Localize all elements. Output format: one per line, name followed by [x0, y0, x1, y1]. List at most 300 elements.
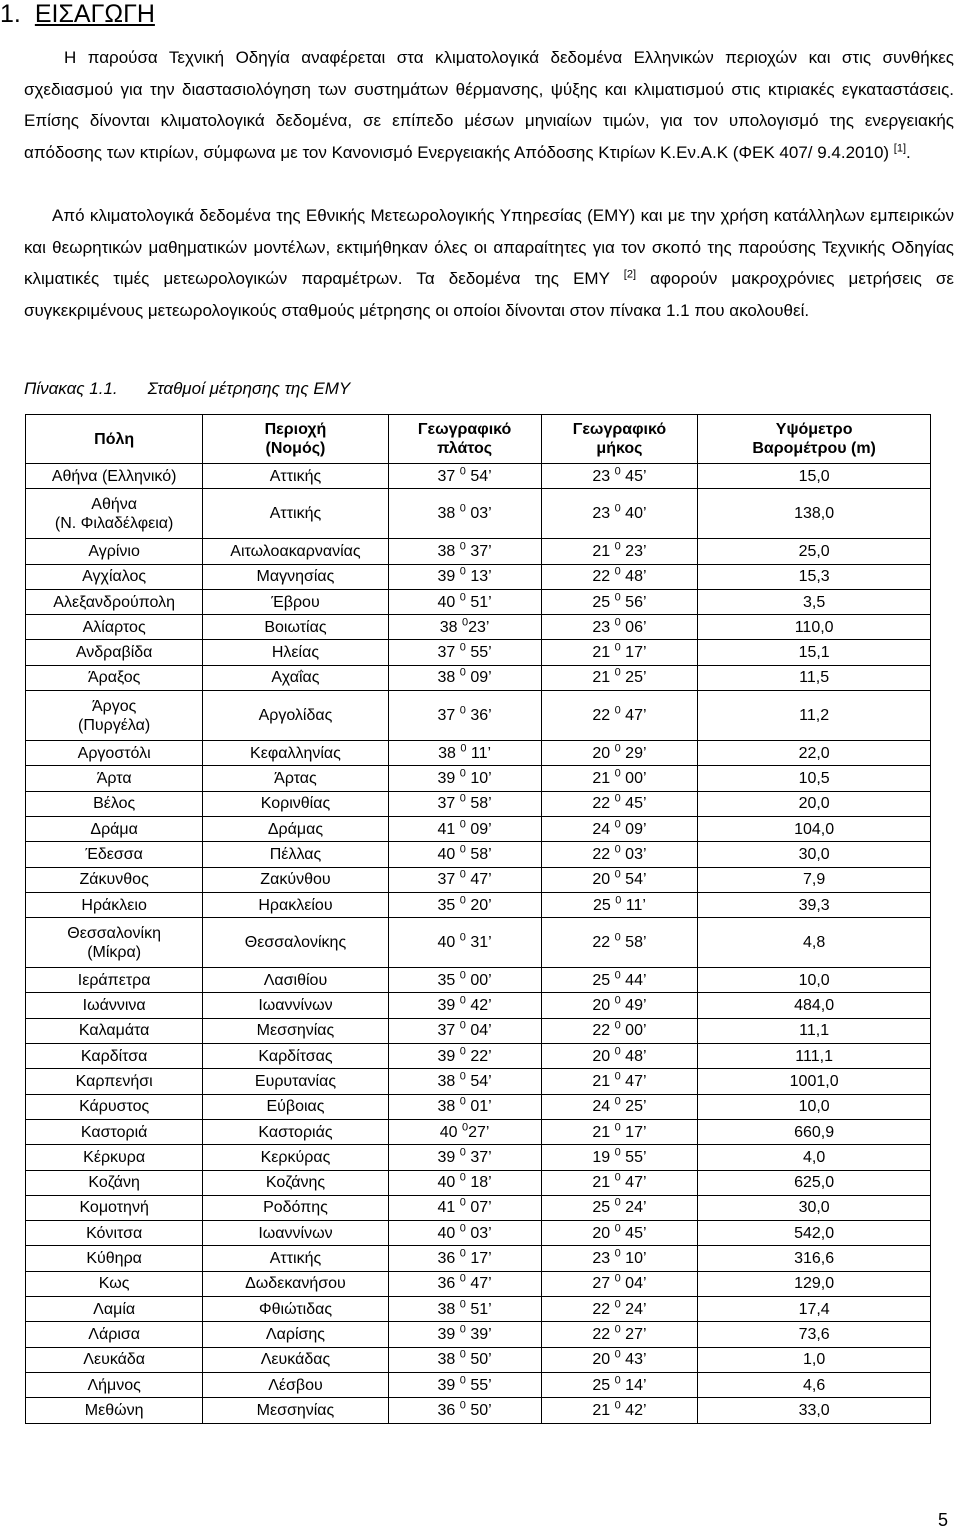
- cell-longitude: [541, 816, 698, 841]
- cell-city: [26, 1372, 203, 1397]
- cell-region: Κορινθίας: [203, 791, 388, 816]
- cell-region: Ηρακλείου: [203, 892, 388, 917]
- degrees: 39: [437, 997, 456, 1015]
- cell-latitude: [388, 640, 541, 665]
- city-name: [88, 1173, 140, 1192]
- minutes: 01’: [465, 1098, 492, 1116]
- cell-region: Έβρου: [203, 589, 388, 614]
- city-name: [55, 495, 174, 533]
- cell-city: [26, 691, 203, 741]
- city-name: [78, 744, 151, 763]
- cell-longitude: [541, 1246, 698, 1271]
- cell-city: [26, 1322, 203, 1347]
- city-name: [78, 971, 151, 990]
- minutes: 04’: [465, 1022, 492, 1040]
- cell-region: Κερκύρας: [203, 1145, 388, 1170]
- minutes: 14’: [620, 1376, 647, 1394]
- cell-longitude: [541, 1398, 698, 1423]
- cell-longitude: [541, 741, 698, 766]
- degree-mark: 0: [461, 1121, 469, 1134]
- cell-longitude: [541, 1145, 698, 1170]
- minutes: 37’: [465, 1148, 492, 1166]
- minutes: 39’: [465, 1325, 492, 1343]
- city-name-line: Κύθηρα: [86, 1250, 142, 1268]
- table-row: [26, 867, 931, 892]
- minutes: 22’: [465, 1047, 492, 1065]
- cell-region: Ιωαννίνων: [203, 1221, 388, 1246]
- degree-mark: 0: [459, 1171, 466, 1184]
- degrees: 25: [592, 896, 611, 914]
- cell-city: [26, 1347, 203, 1372]
- cell-longitude: [541, 691, 698, 741]
- city-name-line: Κομοτηνή: [79, 1199, 149, 1217]
- cell-latitude: [388, 1170, 541, 1195]
- table-row: [26, 1372, 931, 1397]
- city-name-line: Ιωάννινα: [82, 997, 146, 1015]
- cell-latitude: [388, 1297, 541, 1322]
- table-row: [26, 1347, 931, 1372]
- degrees: 38: [437, 669, 456, 687]
- cell-longitude: [541, 665, 698, 690]
- degree-mark: 0: [614, 994, 621, 1007]
- cell-longitude: [541, 564, 698, 589]
- cell-latitude: [388, 816, 541, 841]
- minutes: 31’: [465, 934, 492, 952]
- city-name-line: Ιεράπετρα: [77, 971, 151, 989]
- degree-mark: 0: [614, 1146, 621, 1159]
- cell-altitude: 10,0: [698, 968, 931, 993]
- minutes: 04’: [620, 1275, 647, 1293]
- minutes: 58’: [465, 845, 492, 863]
- degrees: 23: [592, 505, 611, 523]
- degrees: 38: [437, 1300, 456, 1318]
- cell-city: [26, 464, 203, 489]
- table-row: [26, 564, 931, 589]
- degree-mark: 0: [614, 616, 621, 629]
- city-name-line: Καρδίτσα: [80, 1047, 148, 1065]
- degrees: 37: [437, 795, 456, 813]
- cell-region: Ροδόπης: [203, 1195, 388, 1220]
- minutes: 54’: [620, 871, 647, 889]
- city-name-line: Καλαμάτα: [78, 1022, 150, 1040]
- cell-city: [26, 1398, 203, 1423]
- reference-1: [1]: [893, 141, 907, 154]
- cell-latitude: [388, 1372, 541, 1397]
- cell-city: [26, 640, 203, 665]
- city-name-line: Αγρίνιο: [88, 542, 140, 560]
- cell-longitude: [541, 539, 698, 564]
- degree-mark: 0: [459, 591, 466, 604]
- cell-latitude: [388, 564, 541, 589]
- minutes: 23’: [620, 542, 647, 560]
- city-name: [79, 1198, 148, 1217]
- degrees: 36: [437, 1275, 456, 1293]
- minutes: 17’: [620, 1123, 647, 1141]
- cell-altitude: 39,3: [698, 892, 931, 917]
- degrees: 21: [592, 1401, 611, 1419]
- degree-mark: 0: [614, 818, 621, 831]
- cell-altitude: 4,8: [698, 918, 931, 968]
- minutes: 10’: [620, 1250, 647, 1268]
- degrees: 38: [437, 542, 456, 560]
- minutes: 24’: [620, 1199, 647, 1217]
- degrees: 25: [592, 1199, 611, 1217]
- degree-mark: 0: [459, 792, 466, 805]
- degree-mark: 0: [459, 1247, 466, 1260]
- table-header-row: [26, 415, 931, 464]
- cell-city: [26, 892, 203, 917]
- degree-mark: 0: [459, 1070, 466, 1083]
- degrees: 21: [592, 542, 611, 560]
- minutes: 00’: [465, 971, 492, 989]
- city-name: [88, 668, 140, 687]
- cell-latitude: [388, 842, 541, 867]
- minutes: 47’: [465, 1275, 492, 1293]
- degree-mark: 0: [614, 742, 621, 755]
- cell-altitude: 30,0: [698, 842, 931, 867]
- cell-city: [26, 741, 203, 766]
- city-name-line: Λήμνος: [87, 1376, 141, 1394]
- minutes: 20’: [465, 896, 492, 914]
- cell-latitude: [388, 615, 541, 640]
- degree-mark: 0: [459, 767, 466, 780]
- degree-mark: 0: [459, 969, 466, 982]
- table-row: [26, 842, 931, 867]
- table-row: [26, 615, 931, 640]
- header-line: Περιοχή: [264, 421, 327, 438]
- cell-region: Αττικής: [203, 464, 388, 489]
- degrees: 19: [592, 1148, 611, 1166]
- header-line: (Νομός): [265, 440, 326, 457]
- cell-longitude: [541, 867, 698, 892]
- cell-longitude: [541, 1271, 698, 1296]
- degrees: 20: [592, 1224, 611, 1242]
- degree-mark: 0: [614, 1348, 621, 1361]
- cell-altitude: 11,1: [698, 1018, 931, 1043]
- degree-mark: 0: [459, 868, 466, 881]
- cell-city: [26, 1069, 203, 1094]
- degrees: 20: [592, 1047, 611, 1065]
- degree-mark: 0: [614, 1323, 621, 1336]
- table-row: [26, 968, 931, 993]
- cell-region: Αργολίδας: [203, 691, 388, 741]
- degrees: 39: [437, 1148, 456, 1166]
- minutes: 49’: [620, 997, 647, 1015]
- degrees: 37: [437, 644, 456, 662]
- degrees: 24: [592, 820, 611, 838]
- city-name-line: Ηράκλειο: [81, 896, 147, 914]
- table-caption-label: Πίνακας 1.1.: [24, 379, 118, 398]
- degrees: 21: [592, 1174, 611, 1192]
- city-name-line: Καστοριά: [80, 1123, 148, 1141]
- degrees: 20: [592, 997, 611, 1015]
- cell-altitude: 11,2: [698, 691, 931, 741]
- degrees: 20: [592, 871, 611, 889]
- header-altitude: [698, 415, 931, 464]
- minutes: 29’: [620, 744, 647, 762]
- degree-mark: 0: [614, 1171, 621, 1184]
- degree-mark: 0: [614, 641, 621, 654]
- cell-city: [26, 993, 203, 1018]
- minutes: 27’: [620, 1325, 647, 1343]
- table-row: [26, 993, 931, 1018]
- degree-mark: 0: [614, 1045, 621, 1058]
- table-row: [26, 464, 931, 489]
- cell-longitude: [541, 1018, 698, 1043]
- degrees: 40: [437, 1174, 456, 1192]
- degree-mark: 0: [459, 540, 466, 553]
- header-line: Βαρομέτρου (m): [752, 440, 876, 457]
- degrees: 35: [437, 896, 456, 914]
- minutes: 17’: [465, 1250, 492, 1268]
- degree-mark: 0: [614, 931, 621, 944]
- cell-latitude: [388, 489, 541, 539]
- degree-mark: 0: [614, 1222, 621, 1235]
- degree-mark: 0: [614, 667, 621, 680]
- table-row: [26, 665, 931, 690]
- cell-longitude: [541, 640, 698, 665]
- cell-latitude: [388, 993, 541, 1018]
- degrees: 36: [437, 1250, 456, 1268]
- table-row: [26, 1322, 931, 1347]
- cell-latitude: [388, 1195, 541, 1220]
- cell-altitude: 15,1: [698, 640, 931, 665]
- cell-altitude: 7,9: [698, 867, 931, 892]
- city-name-line: Κως: [98, 1275, 130, 1293]
- cell-region: Κοζάνης: [203, 1170, 388, 1195]
- table-row: [26, 589, 931, 614]
- degree-mark: 0: [614, 502, 621, 515]
- reference-2: [2]: [623, 268, 636, 281]
- cell-city: [26, 1094, 203, 1119]
- degree-mark: 0: [614, 465, 621, 478]
- city-name: [93, 1300, 135, 1319]
- cell-longitude: [541, 1322, 698, 1347]
- degrees: 38: [437, 1098, 456, 1116]
- degree-mark: 0: [459, 667, 466, 680]
- cell-longitude: [541, 1195, 698, 1220]
- cell-longitude: [541, 968, 698, 993]
- city-name: [87, 1376, 140, 1395]
- degrees: 39: [437, 770, 456, 788]
- cell-region: Ζακύνθου: [203, 867, 388, 892]
- degree-mark: 0: [459, 1045, 466, 1058]
- cell-altitude: 73,6: [698, 1322, 931, 1347]
- cell-city: [26, 1297, 203, 1322]
- degree-mark: 0: [459, 1399, 466, 1412]
- degree-mark: 0: [614, 704, 621, 717]
- cell-region: Κεφαλληνίας: [203, 741, 388, 766]
- city-name-line: Ανδραβίδα: [75, 644, 153, 662]
- degrees: 37: [437, 707, 456, 725]
- table-row: [26, 1145, 931, 1170]
- cell-latitude: [388, 1018, 541, 1043]
- cell-latitude: [388, 1145, 541, 1170]
- degree-mark: 0: [459, 565, 466, 578]
- degrees: 27: [592, 1275, 611, 1293]
- cell-altitude: 4,0: [698, 1145, 931, 1170]
- table-row: [26, 691, 931, 741]
- degree-mark: 0: [459, 1348, 466, 1361]
- degrees: 22: [592, 934, 611, 952]
- city-name: [76, 1072, 153, 1091]
- cell-latitude: [388, 589, 541, 614]
- cell-city: [26, 1145, 203, 1170]
- city-name-line: Αγχίαλος: [82, 568, 147, 586]
- section-title: ΕΙΣΑΓΩΓΗ: [34, 0, 155, 28]
- minutes: 03’: [465, 1224, 492, 1242]
- degree-mark: 0: [459, 1374, 466, 1387]
- degrees: 40: [437, 934, 456, 952]
- city-name: [86, 1249, 142, 1268]
- degree-mark: 0: [614, 1298, 621, 1311]
- cell-city: [26, 968, 203, 993]
- header-line: πλάτος: [437, 440, 493, 457]
- city-name-line: Καρπενήσι: [75, 1072, 153, 1090]
- cell-latitude: [388, 741, 541, 766]
- cell-altitude: 15,3: [698, 564, 931, 589]
- table-row: [26, 741, 931, 766]
- cell-altitude: 316,6: [698, 1246, 931, 1271]
- cell-region: Ιωαννίνων: [203, 993, 388, 1018]
- header-line: Γεωγραφικό: [417, 421, 512, 438]
- intro-paragraph: [24, 42, 954, 168]
- header-latitude: [388, 415, 541, 464]
- minutes: 54’: [465, 467, 492, 485]
- header-city: [26, 415, 203, 464]
- city-name: [86, 1224, 142, 1243]
- city-name: [93, 794, 135, 813]
- minutes: 09’: [465, 820, 492, 838]
- table-row: [26, 816, 931, 841]
- table-caption: [24, 377, 350, 401]
- degrees: 22: [592, 707, 611, 725]
- city-name: [52, 467, 177, 486]
- minutes: 42’: [465, 997, 492, 1015]
- cell-altitude: 660,9: [698, 1119, 931, 1144]
- minutes: 24’: [620, 1300, 647, 1318]
- degree-mark: 0: [459, 1273, 466, 1286]
- degree-mark: 0: [614, 1197, 621, 1210]
- cell-altitude: 30,0: [698, 1195, 931, 1220]
- degree-mark: 0: [459, 931, 466, 944]
- cell-region: Βοιωτίας: [203, 615, 388, 640]
- cell-latitude: [388, 892, 541, 917]
- cell-longitude: [541, 1221, 698, 1246]
- cell-region: Αχαΐας: [203, 665, 388, 690]
- page-number: 5: [938, 1510, 949, 1530]
- city-name-line: Θεσσαλονίκη: [67, 924, 161, 942]
- cell-longitude: [541, 1119, 698, 1144]
- city-name: [88, 1325, 140, 1344]
- degree-mark: 0: [460, 742, 467, 755]
- minutes: 47’: [620, 1072, 647, 1090]
- minutes: 11’: [466, 744, 492, 762]
- degree-mark: 0: [614, 1273, 621, 1286]
- degree-mark: 0: [459, 641, 466, 654]
- minutes: 47’: [620, 707, 647, 725]
- cell-altitude: 484,0: [698, 993, 931, 1018]
- degrees: 23: [592, 467, 611, 485]
- degrees: 22: [592, 795, 611, 813]
- city-name: [83, 1350, 145, 1369]
- city-name: [79, 1021, 150, 1040]
- data-source-text-b: αφορούν μακροχρόνιες μετρήσεις σε συγκεκριμένους μετεωρολογικούς σταθμούς μέτρησης οι οποίοι δίνονται στον πίνακα 1.1 που ακολουθεί.: [24, 269, 954, 320]
- cell-latitude: [388, 1069, 541, 1094]
- degrees: 39: [437, 1376, 456, 1394]
- degrees: 22: [592, 1022, 611, 1040]
- data-source-paragraph: [24, 200, 954, 326]
- degrees: 39: [437, 1047, 456, 1065]
- city-name: [85, 845, 143, 864]
- city-name-line: Άραξος: [87, 669, 141, 687]
- degrees: 40: [439, 1123, 458, 1141]
- degrees: 38: [439, 618, 458, 636]
- degree-mark: 0: [614, 1121, 621, 1134]
- cell-latitude: [388, 867, 541, 892]
- cell-latitude: [388, 1119, 541, 1144]
- cell-altitude: 25,0: [698, 539, 931, 564]
- cell-city: [26, 1119, 203, 1144]
- city-name-line: Αργοστόλι: [77, 744, 151, 762]
- stations-table-body: [26, 464, 931, 1424]
- city-name-line: Άργος: [91, 697, 137, 715]
- cell-altitude: 4,6: [698, 1372, 931, 1397]
- cell-region: Λευκάδας: [203, 1347, 388, 1372]
- minutes: 50’: [465, 1351, 492, 1369]
- city-name: [81, 1047, 148, 1066]
- cell-longitude: [541, 1094, 698, 1119]
- degree-mark: 0: [459, 1197, 466, 1210]
- cell-latitude: [388, 691, 541, 741]
- header-line: Πόλη: [94, 430, 135, 448]
- cell-latitude: [388, 1271, 541, 1296]
- degrees: 23: [592, 1250, 611, 1268]
- section-heading: [0, 0, 155, 28]
- table-row: [26, 1246, 931, 1271]
- cell-city: [26, 816, 203, 841]
- cell-latitude: [388, 1347, 541, 1372]
- degrees: 38: [437, 505, 456, 523]
- degree-mark: 0: [459, 465, 466, 478]
- degrees: 22: [592, 1300, 611, 1318]
- minutes: 10’: [465, 770, 492, 788]
- degrees: 37: [437, 467, 456, 485]
- city-name-line: Αλίαρτος: [82, 618, 146, 636]
- cell-longitude: [541, 791, 698, 816]
- minutes: 18’: [465, 1174, 492, 1192]
- cell-region: Αττικής: [203, 1246, 388, 1271]
- cell-city: [26, 842, 203, 867]
- cell-region: Δράμας: [203, 816, 388, 841]
- degree-mark: 0: [614, 1070, 621, 1083]
- city-name: [80, 870, 149, 889]
- cell-city: [26, 1246, 203, 1271]
- degree-mark: 0: [459, 1095, 466, 1108]
- minutes: 47’: [620, 1174, 647, 1192]
- city-name-line: Ζάκυνθος: [79, 871, 149, 889]
- degrees: 21: [592, 644, 611, 662]
- cell-altitude: 111,1: [698, 1044, 931, 1069]
- degree-mark: 0: [459, 1222, 466, 1235]
- cell-altitude: 33,0: [698, 1398, 931, 1423]
- cell-region: Πέλλας: [203, 842, 388, 867]
- table-row: [26, 1271, 931, 1296]
- degrees: 25: [592, 593, 611, 611]
- city-name: [67, 924, 161, 962]
- degree-mark: 0: [459, 843, 466, 856]
- cell-altitude: 10,0: [698, 1094, 931, 1119]
